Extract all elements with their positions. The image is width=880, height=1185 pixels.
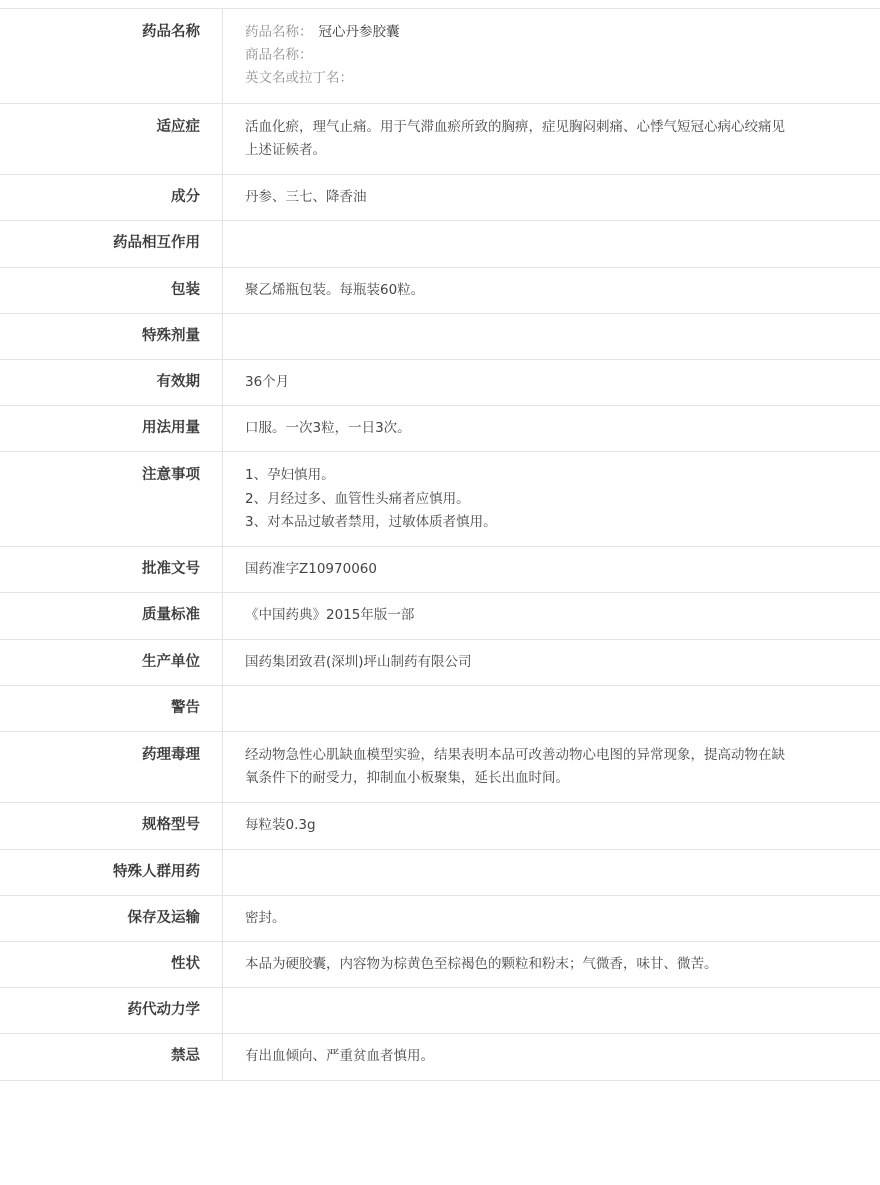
row-label: 药理毒理 bbox=[0, 731, 223, 802]
row-value-line: 经动物急性心肌缺血模型实验，结果表明本品可改善动物心电图的异常现象，提高动物在缺 bbox=[245, 744, 868, 767]
row-label: 批准文号 bbox=[0, 547, 223, 593]
row-value-line: 国药集团致君(深圳)坪山制药有限公司 bbox=[245, 651, 868, 674]
row-value-line: 本品为硬胶囊，内容物为棕黄色至棕褐色的颗粒和粉末；气微香，味甘、微苦。 bbox=[245, 953, 868, 976]
row-value-line: 氧条件下的耐受力，抑制血小板聚集，延长出血时间。 bbox=[245, 767, 868, 790]
row-value bbox=[223, 359, 880, 405]
table-row bbox=[0, 406, 880, 452]
row-value bbox=[223, 267, 880, 313]
row-value bbox=[223, 221, 880, 267]
row-value bbox=[223, 9, 880, 104]
row-value bbox=[223, 175, 880, 221]
row-label: 包装 bbox=[0, 267, 223, 313]
drug-name-field bbox=[245, 67, 868, 90]
row-value-line: 有出血倾向、严重贫血者慎用。 bbox=[245, 1045, 868, 1068]
row-label: 药品名称 bbox=[0, 9, 223, 104]
drug-name-field-value: 冠心丹参胶囊 bbox=[319, 24, 400, 40]
drug-name-field-key: 英文名或拉丁名： bbox=[245, 70, 353, 86]
drug-name-field bbox=[245, 21, 868, 44]
row-value-line: 国药准字Z10970060 bbox=[245, 558, 868, 581]
row-value-line: 丹参、三七、降香油 bbox=[245, 186, 868, 209]
row-value bbox=[223, 731, 880, 802]
table-row bbox=[0, 685, 880, 731]
row-value bbox=[223, 547, 880, 593]
row-label: 规格型号 bbox=[0, 803, 223, 849]
row-value-line: 上述证候者。 bbox=[245, 139, 868, 162]
row-label: 药代动力学 bbox=[0, 988, 223, 1034]
table-row bbox=[0, 452, 880, 547]
drug-name-group bbox=[245, 21, 868, 91]
row-value bbox=[223, 895, 880, 941]
row-value-line: 每粒装0.3g bbox=[245, 814, 868, 837]
row-label: 成分 bbox=[0, 175, 223, 221]
row-label: 特殊剂量 bbox=[0, 313, 223, 359]
row-value bbox=[223, 942, 880, 988]
table-row bbox=[0, 988, 880, 1034]
row-label: 质量标准 bbox=[0, 593, 223, 639]
row-value bbox=[223, 313, 880, 359]
row-label: 药品相互作用 bbox=[0, 221, 223, 267]
table-row bbox=[0, 1034, 880, 1080]
table-row bbox=[0, 803, 880, 849]
table-row bbox=[0, 175, 880, 221]
row-value bbox=[223, 685, 880, 731]
row-value bbox=[223, 103, 880, 174]
row-value-line: 36个月 bbox=[245, 371, 868, 394]
row-label: 保存及运输 bbox=[0, 895, 223, 941]
row-value-line: 聚乙烯瓶包装。每瓶装60粒。 bbox=[245, 279, 868, 302]
drug-name-field-key: 商品名称： bbox=[245, 47, 313, 63]
row-label: 性状 bbox=[0, 942, 223, 988]
row-value bbox=[223, 452, 880, 547]
row-label: 有效期 bbox=[0, 359, 223, 405]
row-label: 适应症 bbox=[0, 103, 223, 174]
row-value-line: 口服。一次3粒，一日3次。 bbox=[245, 417, 868, 440]
drug-info-table-body bbox=[0, 9, 880, 1081]
row-value bbox=[223, 639, 880, 685]
table-row bbox=[0, 9, 880, 104]
table-row bbox=[0, 103, 880, 174]
table-row bbox=[0, 547, 880, 593]
drug-info-table bbox=[0, 8, 880, 1081]
table-row bbox=[0, 639, 880, 685]
table-row bbox=[0, 849, 880, 895]
row-value-line: 活血化瘀，理气止痛。用于气滞血瘀所致的胸痹，症见胸闷刺痛、心悸气短冠心病心绞痛见 bbox=[245, 116, 868, 139]
drug-name-field-key: 药品名称： bbox=[245, 24, 313, 40]
table-row bbox=[0, 313, 880, 359]
row-value bbox=[223, 406, 880, 452]
row-value-line: 《中国药典》2015年版一部 bbox=[245, 604, 868, 627]
row-label: 注意事项 bbox=[0, 452, 223, 547]
row-value bbox=[223, 593, 880, 639]
row-value bbox=[223, 988, 880, 1034]
row-label: 用法用量 bbox=[0, 406, 223, 452]
table-row bbox=[0, 593, 880, 639]
row-value-line: 密封。 bbox=[245, 907, 868, 930]
row-value-line: 3、对本品过敏者禁用，过敏体质者慎用。 bbox=[245, 511, 868, 534]
table-row bbox=[0, 221, 880, 267]
row-label: 禁忌 bbox=[0, 1034, 223, 1080]
table-row bbox=[0, 895, 880, 941]
row-label: 特殊人群用药 bbox=[0, 849, 223, 895]
table-row bbox=[0, 731, 880, 802]
row-value-line: 2、月经过多、血管性头痛者应慎用。 bbox=[245, 488, 868, 511]
page-bottom-spacer bbox=[0, 1081, 880, 1185]
row-value bbox=[223, 1034, 880, 1080]
row-label: 生产单位 bbox=[0, 639, 223, 685]
row-value bbox=[223, 803, 880, 849]
row-label: 警告 bbox=[0, 685, 223, 731]
row-value-line: 1、孕妇慎用。 bbox=[245, 464, 868, 487]
table-row bbox=[0, 267, 880, 313]
table-row bbox=[0, 942, 880, 988]
row-value bbox=[223, 849, 880, 895]
table-row bbox=[0, 359, 880, 405]
drug-name-field bbox=[245, 44, 868, 67]
